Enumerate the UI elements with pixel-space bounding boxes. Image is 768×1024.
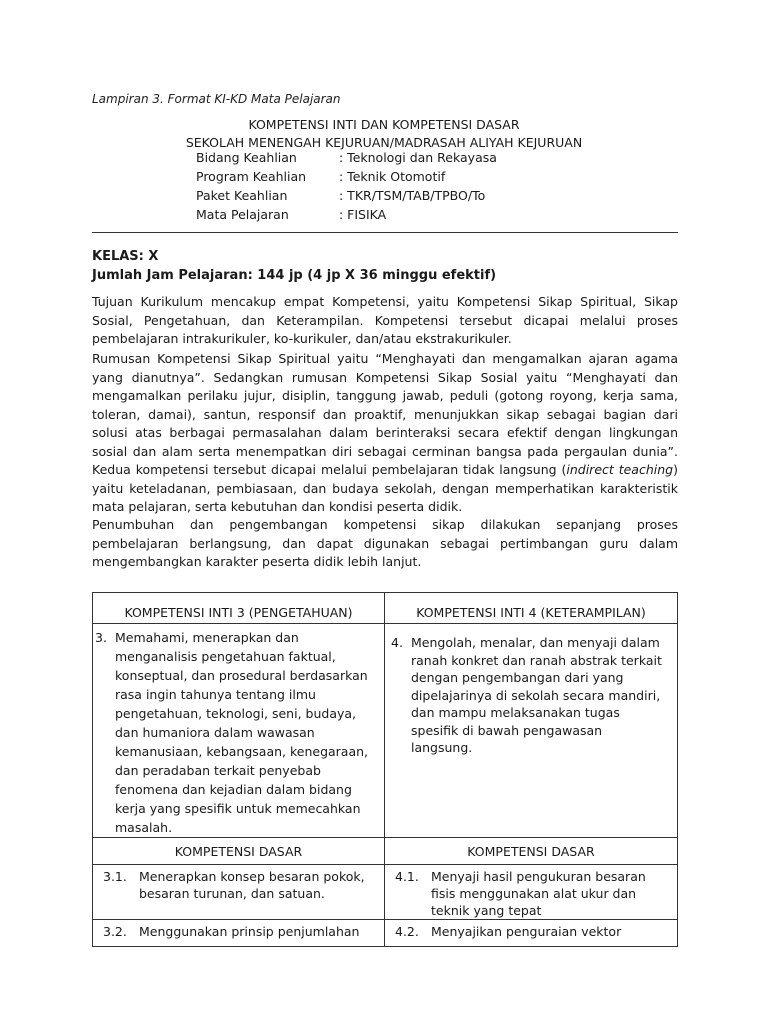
ki3-number: 3. bbox=[95, 630, 107, 645]
meta-label: Paket Keahlian bbox=[196, 188, 288, 203]
kd-header-right: KOMPETENSI DASAR bbox=[467, 843, 595, 859]
meta-label: Mata Pelajaran bbox=[196, 207, 289, 222]
kd-number: 4.2. bbox=[395, 924, 419, 939]
kd-3-1 bbox=[93, 865, 384, 902]
kd-3-2-cell bbox=[93, 920, 385, 947]
kd-text: Menyaji hasil pengukuran besaran fisis menggunakan alat ukur dan teknik yang tepat bbox=[431, 869, 646, 918]
meta-value: : TKR/TSM/TAB/TPBO/To bbox=[339, 188, 486, 203]
meta-value: : FISIKA bbox=[339, 207, 387, 222]
kd-3-2 bbox=[93, 920, 384, 940]
paragraph-tujuan: Tujuan Kurikulum mencakup empat Kompetensi, yaitu Kompetensi Sikap Spiritual, Sikap Sosial, Pengetahuan, dan Keterampilan. Kompetensi tersebut dicapai melalui proses pembelajaran intrakurikuler, ko-kurikuler, dan/atau ekstrakurikuler. bbox=[92, 294, 678, 346]
kd-4-1-cell bbox=[385, 865, 678, 920]
paragraph-penumbuhan: Penumbuhan dan pengembangan kompetensi sikap dilakukan sepanjang proses pembelajaran berlangsung, dan dapat digunakan sebagai pertimbangan guru dalam mengembangkan karakter peserta didik lebih lanjut. bbox=[92, 517, 678, 569]
meta-row-paket bbox=[196, 188, 485, 203]
meta-value: : Teknologi dan Rekayasa bbox=[339, 150, 497, 165]
meta-row-program bbox=[196, 169, 445, 184]
kd-4-2-cell bbox=[385, 920, 678, 947]
ki4-number: 4. bbox=[391, 635, 403, 650]
kd-text: Menyajikan penguraian vektor bbox=[431, 924, 622, 939]
attachment-label: Lampiran 3. Format KI-KD Mata Pelajaran bbox=[92, 92, 341, 106]
jam-pelajaran-heading: Jumlah Jam Pelajaran: 144 jp (4 jp X 36 minggu efektif) bbox=[92, 268, 497, 283]
ki4-header: KOMPETENSI INTI 4 (KETERAMPILAN) bbox=[416, 605, 646, 620]
ki3-header-cell bbox=[93, 593, 385, 624]
ki4-header-cell bbox=[385, 593, 678, 624]
kd-3-1-cell bbox=[93, 865, 385, 920]
header-divider bbox=[92, 232, 678, 233]
indirect-teaching-term: indirect teaching bbox=[566, 462, 674, 477]
ki4-item bbox=[385, 624, 677, 757]
ki3-text: Memahami, menerapkan dan menganalisis pengetahuan faktual, konseptual, dan prosedural berdasarkan rasa ingin tahunya tentang ilmu pengetahuan, teknologi, seni, budaya, dan humaniora dalam wawasan kemanusiaan, kebangsaan, kenegaraan, dan peradaban terkait penyebab fenomena dan kejadian dalam bidang kerja yang spesifik untuk memecahkan masalah. bbox=[115, 630, 369, 835]
ki3-cell bbox=[93, 624, 385, 838]
kd-number: 3.1. bbox=[103, 869, 127, 884]
meta-label: Bidang Keahlian bbox=[196, 150, 297, 165]
kd-4-1 bbox=[385, 865, 677, 919]
paragraph-rumusan bbox=[92, 350, 678, 517]
meta-row-mapel bbox=[196, 207, 386, 222]
competency-table bbox=[92, 592, 678, 947]
paragraph-rumusan-part2: ) yaitu keteladanan, pembiasaan, dan budaya sekolah, dengan memperhatikan karakteristik mata pelajaran, serta kebutuhan dan kondisi peserta didik. bbox=[92, 462, 678, 514]
document-title-line1: KOMPETENSI INTI DAN KOMPETENSI DASAR bbox=[248, 117, 520, 132]
meta-row-bidang bbox=[196, 150, 497, 165]
kd-text: Menerapkan konsep besaran pokok, besaran turunan, dan satuan. bbox=[139, 869, 365, 901]
kd-header-right-cell bbox=[385, 838, 678, 865]
kelas-heading: KELAS: X bbox=[92, 249, 159, 264]
kd-4-2 bbox=[385, 920, 677, 940]
meta-value: : Teknik Otomotif bbox=[339, 169, 446, 184]
kd-number: 4.1. bbox=[395, 869, 419, 884]
meta-label: Program Keahlian bbox=[196, 169, 307, 184]
ki4-text: Mengolah, menalar, dan menyaji dalam ranah konkret dan ranah abstrak terkait dengan pengembangan dari yang dipelajarinya di sekolah secara mandiri, dan mampu melaksanakan tugas spesifik di bawah pengawasan langsung. bbox=[411, 635, 662, 755]
ki3-header: KOMPETENSI INTI 3 (PENGETAHUAN) bbox=[124, 605, 353, 620]
ki3-item bbox=[93, 624, 384, 837]
paragraph-rumusan-part1: Rumusan Kompetensi Sikap Spiritual yaitu “Menghayati dan mengamalkan ajaran agama yang dianutnya”. Sedangkan rumusan Kompetensi Sikap Sosial yaitu “Menghayati dan mengamalkan perilaku jujur, disiplin, tanggung jawab, peduli (gotong royong, kerja sama, toleran, damai), santun, responsif dan proaktif, menunjukkan sikap sebagai bagian dari solusi atas berbagai permasalahan dalam berinteraksi secara efektif dengan lingkungan sosial dan alam serta menempatkan diri sebagai cerminan bangsa pada pergaulan dunia”. Kedua kompetensi tersebut dicapai melalui pembelajaran tidak langsung ( bbox=[92, 351, 678, 477]
kd-header-left: KOMPETENSI DASAR bbox=[174, 843, 303, 859]
document-title-line2: SEKOLAH MENENGAH KEJURUAN/MADRASAH ALIYAH KEJURUAN bbox=[185, 135, 583, 150]
kd-number: 3.2. bbox=[103, 924, 127, 939]
kd-text: Menggunakan prinsip penjumlahan bbox=[139, 924, 360, 939]
ki4-cell bbox=[385, 624, 678, 838]
kd-header-left-cell bbox=[93, 838, 385, 865]
